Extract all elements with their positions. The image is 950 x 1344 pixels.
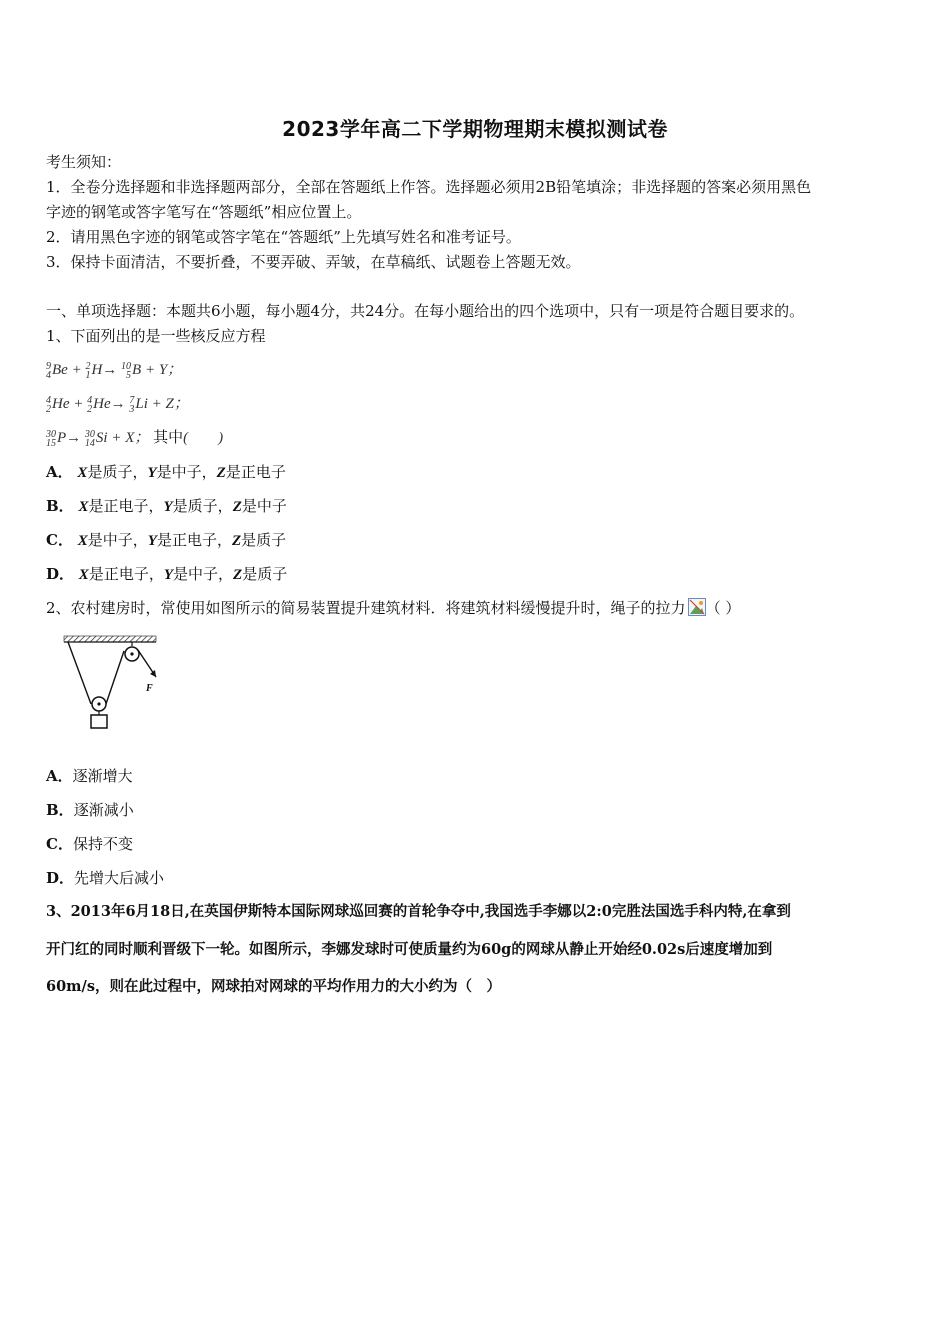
question-3-line-3: 60m/s，则在此过程中，网球拍对网球的平均作用力的大小约为（ ）	[46, 978, 501, 995]
page-title: 2023学年高二下学期物理期末模拟测试卷	[282, 117, 668, 141]
rope-middle	[106, 651, 124, 704]
nuclear-equation-1: 9 4 Be + 2 1 H→ 10 5 B + Y；	[46, 360, 183, 381]
isotope-notation: 7 3	[129, 394, 135, 415]
rope-left	[68, 642, 91, 704]
broken-image-icon	[688, 598, 706, 616]
nuclear-equation-2: 4 2 He + 4 2 He→ 7 3 Li + Z；	[46, 394, 189, 415]
q1-option-a[interactable]: A． X是质子，Y是中子，Z是正电子	[46, 463, 286, 481]
notice-item-2: 2．请用黑色字迹的钢笔或答字笔在“答题纸”上先填写姓名和准考证号。	[46, 228, 521, 246]
ceiling-beam	[64, 636, 156, 642]
isotope-notation: 9 4	[46, 360, 51, 381]
question-1-stem: 1、下面列出的是一些核反应方程	[46, 327, 266, 345]
section-heading: 一、单项选择题：本题共6小题，每小题4分，共24分。在每小题给出的四个选项中，只有一项是符合题目要求的。	[46, 302, 805, 320]
force-label: F	[146, 683, 153, 694]
q1-option-d[interactable]: D． X是正电子，Y是中子，Z是质子	[46, 565, 288, 583]
question-2-stem: 2、农村建房时，常使用如图所示的简易装置提升建筑材料．将建筑材料缓慢提升时，绳子的拉力 （ ）	[46, 599, 741, 617]
question-3-line-2: 开门红的同时顺利晋级下一轮。如图所示，李娜发球时可使质量约为60g的网球从静止开始经0.02s后速度增加到	[46, 941, 773, 958]
q2-option-b[interactable]: B．逐渐减小	[46, 801, 134, 819]
nuclear-equation-3: 30 15 P→ 30 14 Si + X； 其中( )	[46, 428, 224, 449]
isotope-notation: 10 5	[121, 360, 132, 381]
arrow-icon: →	[110, 396, 126, 412]
notice-item-3: 3．保持卡面清洁，不要折叠，不要弄破、弄皱，在草稿纸、试题卷上答题无效。	[46, 253, 581, 271]
isotope-notation: 30 14	[84, 428, 95, 449]
arrow-icon: →	[66, 430, 82, 446]
notice-item-1-cont: 字迹的钢笔或答字笔写在“答题纸”相应位置上。	[46, 203, 362, 221]
q2-option-a[interactable]: A．逐渐增大	[46, 767, 133, 785]
isotope-notation: 4 2	[46, 394, 51, 415]
pulley-diagram	[60, 632, 170, 732]
q1-option-b[interactable]: B． X是正电子，Y是质子，Z是中子	[46, 497, 287, 515]
q2-option-d[interactable]: D．先增大后减小	[46, 869, 165, 887]
q1-option-c[interactable]: C． X是中子，Y是正电子，Z是质子	[46, 531, 287, 549]
isotope-notation: 4 2	[87, 394, 93, 415]
isotope-notation: 30 15	[46, 428, 56, 449]
notice-heading: 考生须知：	[46, 153, 122, 171]
arrow-icon	[150, 670, 156, 677]
question-3-line-1: 3、2013年6月18日,在英国伊斯特本国际网球巡回赛的首轮争夺中,我国选手李娜以2:0完胜法国选手科内特,在拿到	[46, 903, 791, 920]
arrow-icon: →	[102, 362, 118, 378]
q2-option-c[interactable]: C．保持不变	[46, 835, 133, 853]
notice-item-1: 1．全卷分选择题和非选择题两部分，全部在答题纸上作答。选择题必须用2B铅笔填涂；非选择题的答案必须用黑色	[46, 178, 812, 196]
isotope-notation: 2 1	[85, 360, 91, 381]
building-material-block	[91, 715, 107, 728]
